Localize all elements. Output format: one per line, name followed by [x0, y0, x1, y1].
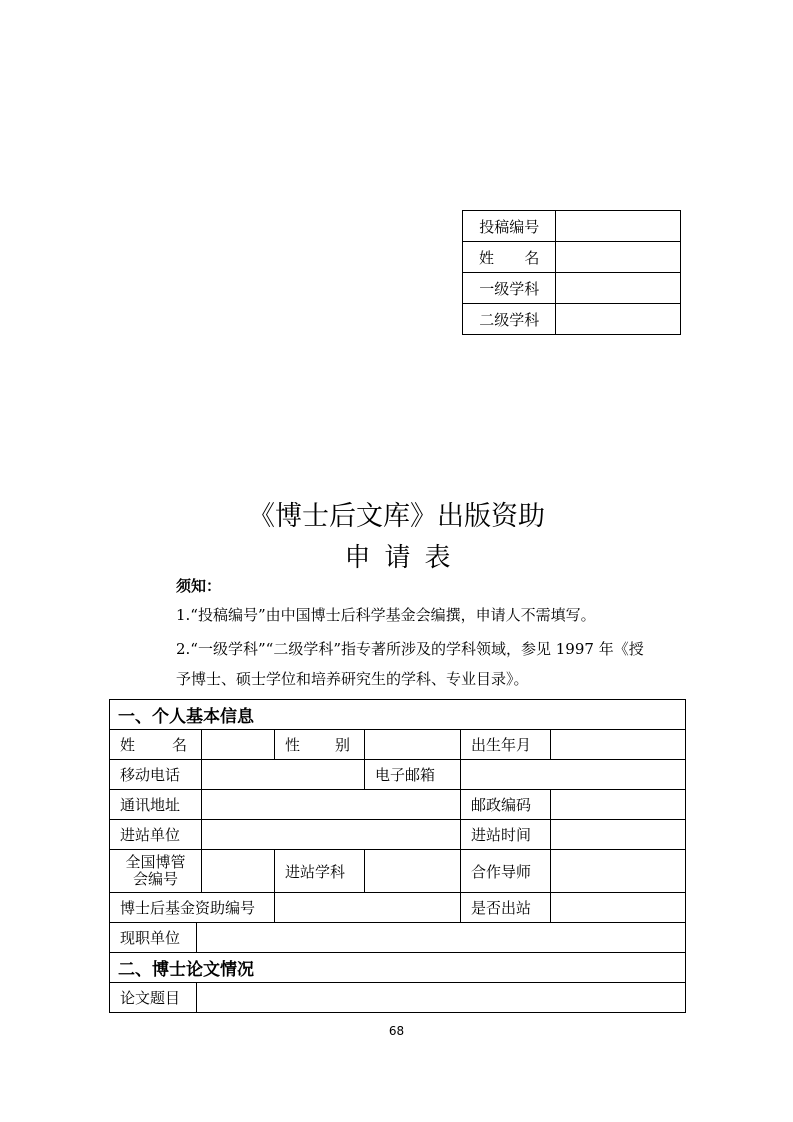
email-field[interactable] — [461, 760, 686, 790]
subject-in-field[interactable] — [365, 850, 461, 893]
postcode-label: 邮政编码 — [461, 790, 551, 820]
address-label: 通讯地址 — [110, 790, 202, 820]
page-number: 68 — [388, 1024, 405, 1038]
current-unit-field[interactable] — [197, 923, 686, 953]
submission-id-label: 投稿编号 — [463, 211, 556, 242]
postcode-field[interactable] — [551, 790, 686, 820]
notice-heading: 须知： — [176, 577, 222, 595]
notice-item-2-continued: 予博士、硕士学位和培养研究生的学科、专业目录》。 — [176, 670, 529, 688]
submission-row-name — [463, 242, 681, 273]
fund-number-label: 博士后基金资助编号 — [110, 893, 275, 923]
time-in-field[interactable] — [551, 820, 686, 850]
exit-label: 是否出站 — [461, 893, 551, 923]
birth-field[interactable] — [551, 730, 686, 760]
submission-row-id — [463, 211, 681, 242]
gender-field[interactable] — [365, 730, 461, 760]
submission-name-label — [463, 242, 556, 273]
subject-in-label: 进站学科 — [275, 850, 365, 893]
notice-item-2: 2.“一级学科”“二级学科”指专著所涉及的学科领域，参见 1997 年《授 — [176, 640, 644, 658]
section-personal-info: 一、个人基本信息 — [110, 700, 686, 730]
document-subtitle: 申请表 — [344, 543, 465, 573]
email-label: 电子邮箱 — [365, 760, 461, 790]
thesis-title-label: 论文题目 — [110, 983, 197, 1013]
secondary-discipline-label: 二级学科 — [463, 304, 556, 335]
document-title: 《博士后文库》出版资助 — [248, 501, 545, 532]
notice-item-1: 1.“投稿编号”由中国博士后科学基金会编撰，申请人不需填写。 — [176, 606, 596, 624]
submission-box — [462, 210, 681, 335]
submission-name-field[interactable] — [556, 242, 681, 273]
gmc-number-label — [110, 850, 202, 893]
mobile-field[interactable] — [202, 760, 365, 790]
unit-in-field[interactable] — [202, 820, 461, 850]
submission-id-field[interactable] — [556, 211, 681, 242]
name-label-char-1: 姓 — [479, 248, 495, 267]
submission-row-primary-discipline — [463, 273, 681, 304]
unit-in-label: 进站单位 — [110, 820, 202, 850]
thesis-title-field[interactable] — [197, 983, 686, 1013]
submission-row-secondary-discipline — [463, 304, 681, 335]
address-field[interactable] — [202, 790, 461, 820]
gender-label — [275, 730, 365, 760]
gmc-label-line-2: 会编号 — [132, 870, 178, 888]
time-in-label: 进站时间 — [461, 820, 551, 850]
advisor-label: 合作导师 — [461, 850, 551, 893]
advisor-field[interactable] — [551, 850, 686, 893]
secondary-discipline-field[interactable] — [556, 304, 681, 335]
primary-discipline-label: 一级学科 — [463, 273, 556, 304]
gender-char-1: 性 — [285, 736, 301, 754]
fund-number-field[interactable] — [275, 893, 461, 923]
name-char-1: 姓 — [120, 736, 136, 754]
exit-field[interactable] — [551, 893, 686, 923]
application-form — [109, 699, 686, 1013]
name-label — [110, 730, 202, 760]
name-field[interactable] — [202, 730, 275, 760]
primary-discipline-field[interactable] — [556, 273, 681, 304]
gmc-label-line-1: 全国博管 — [125, 853, 186, 871]
current-unit-label: 现职单位 — [110, 923, 197, 953]
name-char-2: 名 — [171, 736, 187, 754]
birth-label: 出生年月 — [461, 730, 551, 760]
name-label-char-2: 名 — [524, 248, 540, 267]
gender-char-2: 别 — [334, 736, 350, 754]
gmc-number-field[interactable] — [202, 850, 275, 893]
mobile-label: 移动电话 — [110, 760, 202, 790]
section-thesis-info: 二、博士论文情况 — [110, 953, 686, 983]
